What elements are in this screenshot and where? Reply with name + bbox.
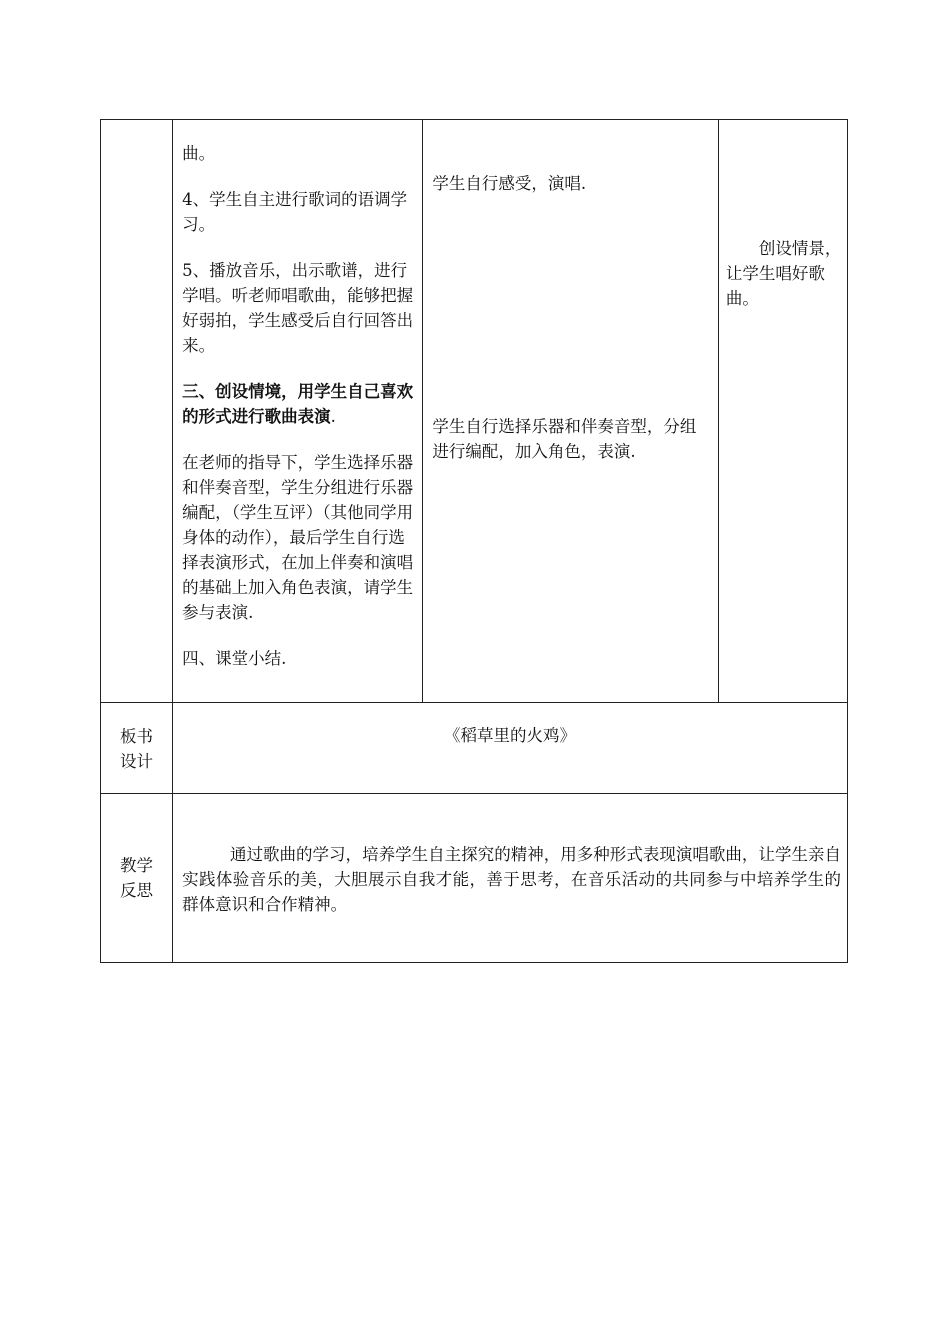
- empty-label-cell: [101, 120, 173, 703]
- process-continued-line: 曲。: [182, 144, 216, 163]
- student-activity-2: 学生自行选择乐器和伴奏音型，分组进行编配，加入角色，表演.: [432, 417, 697, 461]
- teaching-reflection-row: [101, 794, 848, 963]
- teacher-activity-cell: [173, 120, 423, 703]
- process-step-4: 4、学生自主进行歌词的语调学习。: [182, 190, 408, 234]
- reflection-label-cell: [101, 794, 173, 963]
- design-intent-cell: [718, 120, 847, 703]
- reflection-text: 通过歌曲的学习，培养学生自主探究的精神，用多种形式表现演唱歌曲，让学生亲自实践体验音乐的美，大胆展示自我才能，善于思考，在音乐活动的共同参与中培养学生的群体意识和合作精神。: [182, 845, 841, 914]
- process-step-5: 5、播放音乐，出示歌谱，进行学唱。听老师唱歌曲，能够把握好弱拍，学生感受后自行回答出来。: [182, 261, 414, 355]
- design-intent-text: 创设情景，让学生唱好歌曲。: [725, 239, 842, 308]
- board-design-label-cell: [101, 703, 173, 794]
- process-section-4: 四、课堂小结.: [182, 649, 287, 668]
- student-activity-cell: [423, 120, 718, 703]
- board-design-label: 板书设计: [120, 727, 154, 771]
- student-activity-1: 学生自行感受，演唱.: [432, 174, 587, 193]
- process-section-3-body: 在老师的指导下，学生选择乐器和伴奏音型，学生分组进行乐器编配，（学生互评）（其他同学用身体的动作），最后学生自行选择表演形式，在加上伴奏和演唱的基础上加入角色表演，请学生参与表演.: [182, 453, 414, 622]
- lesson-plan-table: [100, 119, 848, 963]
- process-section-3-heading: [182, 379, 418, 429]
- section-3-bold-text: 三、创设情境，用学生自己喜欢的形式进行歌曲表演: [182, 382, 414, 426]
- board-design-row: [101, 703, 848, 794]
- reflection-content-cell: [173, 794, 848, 963]
- board-design-content-cell: [173, 703, 848, 794]
- section-3-tail: .: [330, 407, 336, 426]
- board-design-title: 《稻草里的火鸡》: [444, 726, 577, 745]
- reflection-label: 教学反思: [120, 856, 154, 900]
- teaching-process-row: [101, 120, 848, 703]
